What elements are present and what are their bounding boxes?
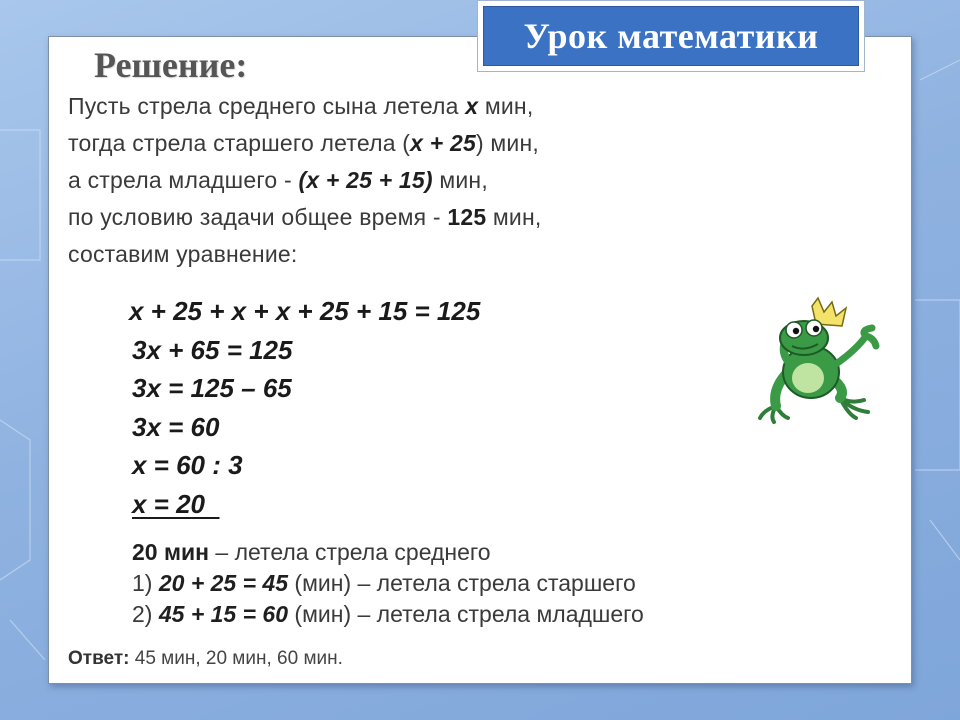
result-number: 2) [132, 601, 159, 627]
total-time: 125 [447, 204, 487, 230]
setup-text: а стрела младшего - [68, 167, 299, 193]
setup-line-2 [68, 125, 541, 162]
equation-solution: х = 20 [132, 488, 206, 519]
equation-line: 3х + 65 = 125 [132, 334, 293, 365]
title-banner [477, 0, 865, 72]
setup-text: мин, [432, 167, 488, 193]
expression-elder: х + 25 [410, 130, 476, 156]
setup-text: тогда стрела старшего летела ( [68, 130, 411, 156]
result-number: 1) [132, 570, 159, 596]
result-text: (мин) – летела стрела младшего [288, 601, 644, 627]
setup-text: Пусть стрела среднего сына летела [68, 93, 466, 119]
answer-line [68, 648, 343, 670]
result-expression: 20 + 25 = 45 [158, 570, 289, 596]
result-line-2 [132, 568, 644, 599]
setup-text: мин, [478, 93, 534, 119]
equation-line: 3х = 60 [132, 411, 220, 442]
result-text: – летела стрела среднего [209, 539, 491, 565]
answer-value: 45 мин, 20 мин, 60 мин. [129, 648, 343, 669]
equation-line: х = 60 : 3 [132, 450, 243, 480]
setup-line-4 [68, 199, 541, 236]
setup-text: мин, [486, 204, 542, 230]
equation-line: х + 25 + х + х + 25 + 15 = 125 [129, 296, 481, 326]
setup-line-3 [68, 162, 541, 199]
result-value: 20 мин [132, 539, 210, 565]
variable-x: х [465, 93, 479, 119]
setup-text: по условию задачи общее время - [68, 204, 448, 230]
setup-line-1 [68, 88, 541, 125]
equation-line: 3х = 125 – 65 [132, 373, 292, 403]
result-expression: 45 + 15 = 60 [158, 601, 289, 627]
result-line-1 [132, 537, 644, 568]
problem-setup [68, 88, 541, 273]
result-line-3 [132, 599, 644, 630]
frog-prince-icon [756, 294, 880, 424]
solution-heading: Решение: [94, 45, 248, 85]
setup-text: ) мин, [475, 130, 539, 156]
title-banner-fill [483, 6, 859, 66]
setup-line-5: составим уравнение: [68, 241, 298, 267]
result-text: (мин) – летела стрела старшего [288, 570, 636, 596]
equation-steps [129, 292, 481, 523]
expression-younger: (х + 25 + 15) [298, 167, 433, 193]
answer-label: Ответ: [68, 648, 130, 669]
slide-title: Урок математики [523, 16, 819, 56]
result-lines [132, 537, 644, 630]
